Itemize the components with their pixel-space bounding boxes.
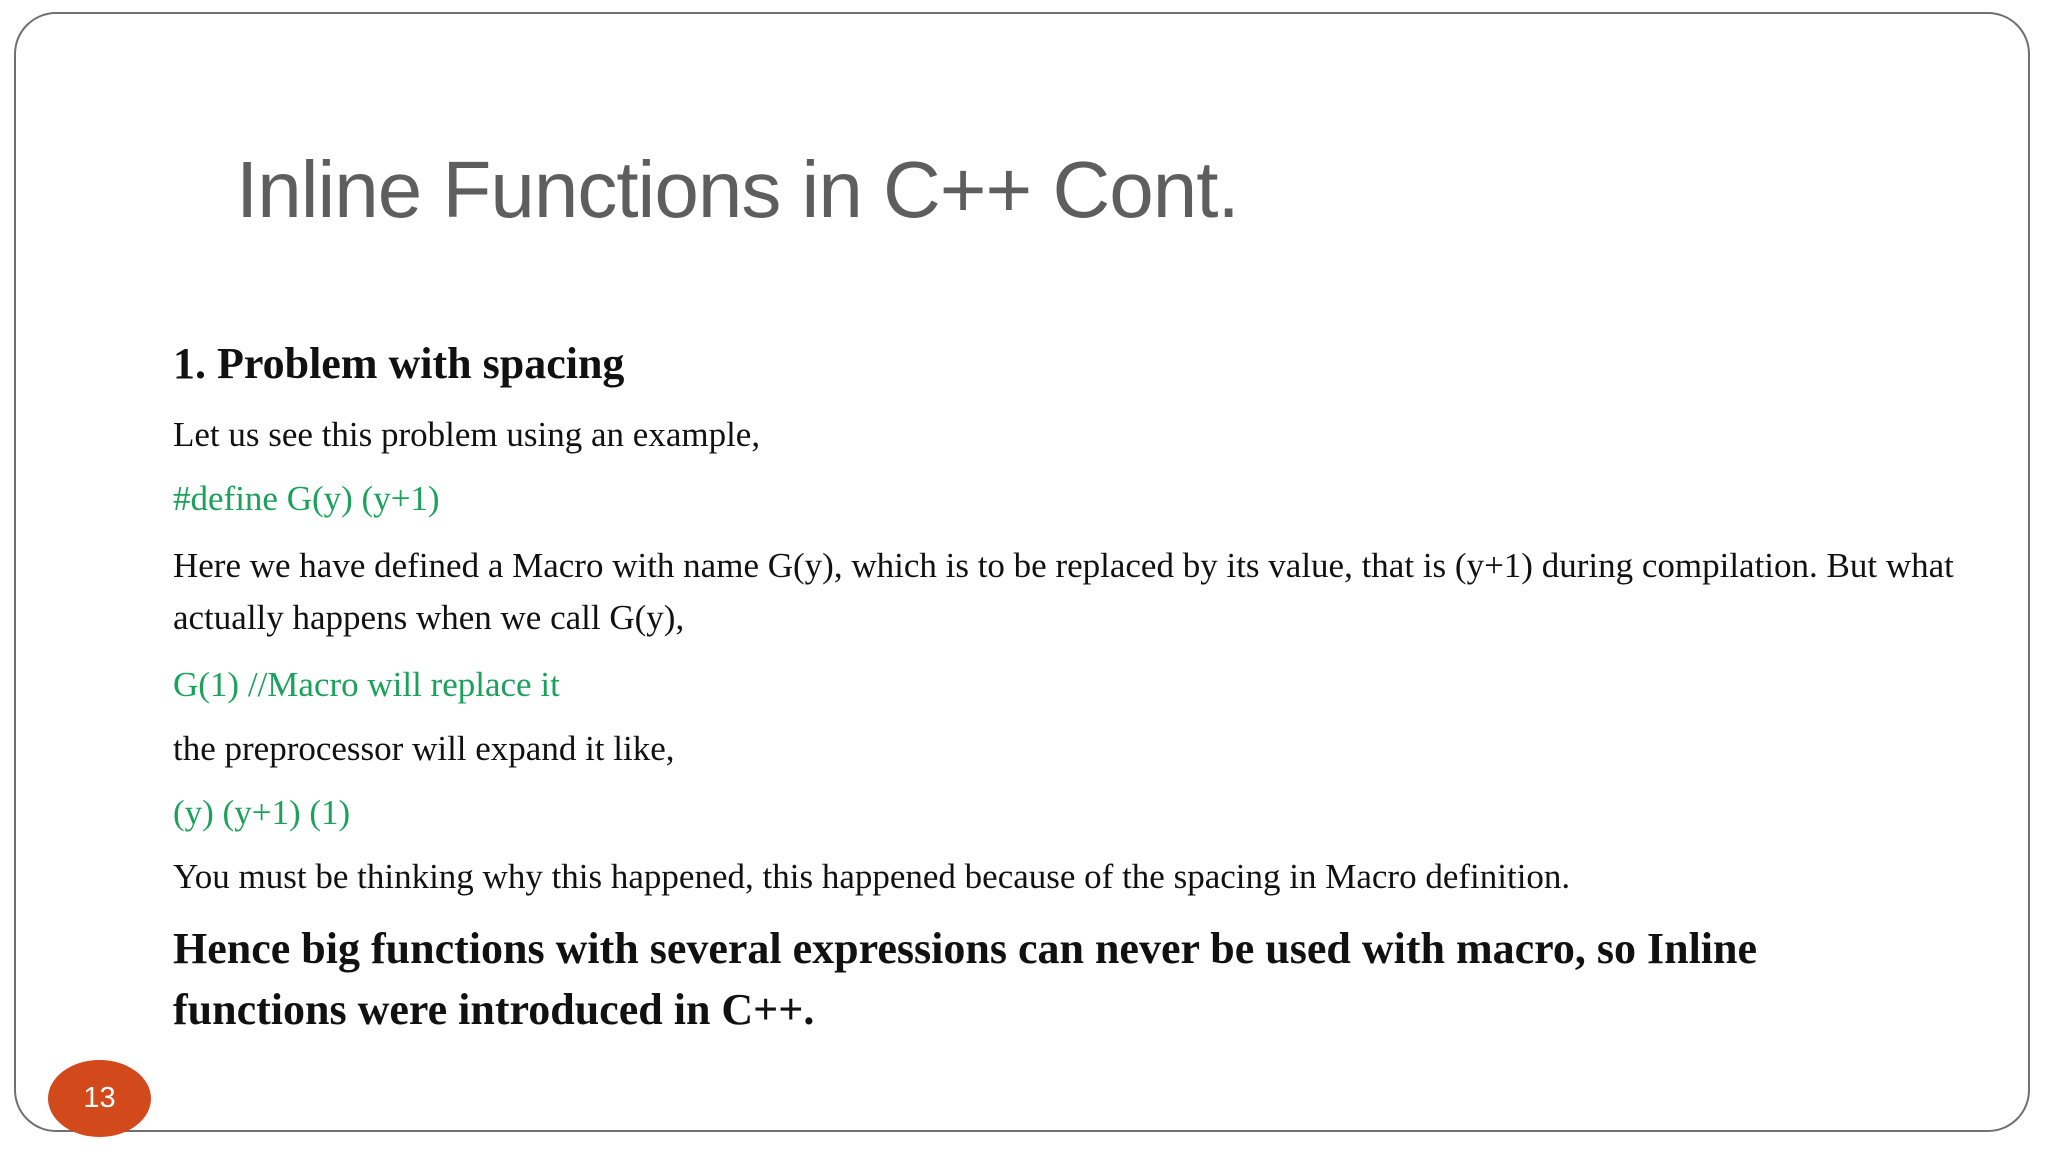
page-number-badge: 13: [48, 1060, 151, 1137]
conclusion-text: Hence big functions with several expressions can never be used with macro, so Inline functions were introduced in C++.: [173, 924, 1758, 1034]
code-expanded: (y) (y+1) (1): [173, 793, 351, 832]
slide-body: [173, 334, 1963, 1040]
slide-frame: [14, 12, 2030, 1132]
expand-text: the preprocessor will expand it like,: [173, 729, 675, 768]
reason-text: You must be thinking why this happened, this happened because of the spacing in Macro definition.: [173, 857, 1571, 896]
slide-title: Inline Functions in C++ Cont.: [236, 145, 1239, 234]
code-call: G(1) //Macro will replace it: [173, 665, 560, 704]
intro-text: Let us see this problem using an example,: [173, 415, 761, 454]
explanation-text: Here we have defined a Macro with name G(y), which is to be replaced by its value, that is (y+1) during compilation. But what actually happens when we call G(y),: [173, 546, 1954, 637]
code-define: #define G(y) (y+1): [173, 479, 440, 518]
section-heading: 1. Problem with spacing: [173, 339, 625, 388]
